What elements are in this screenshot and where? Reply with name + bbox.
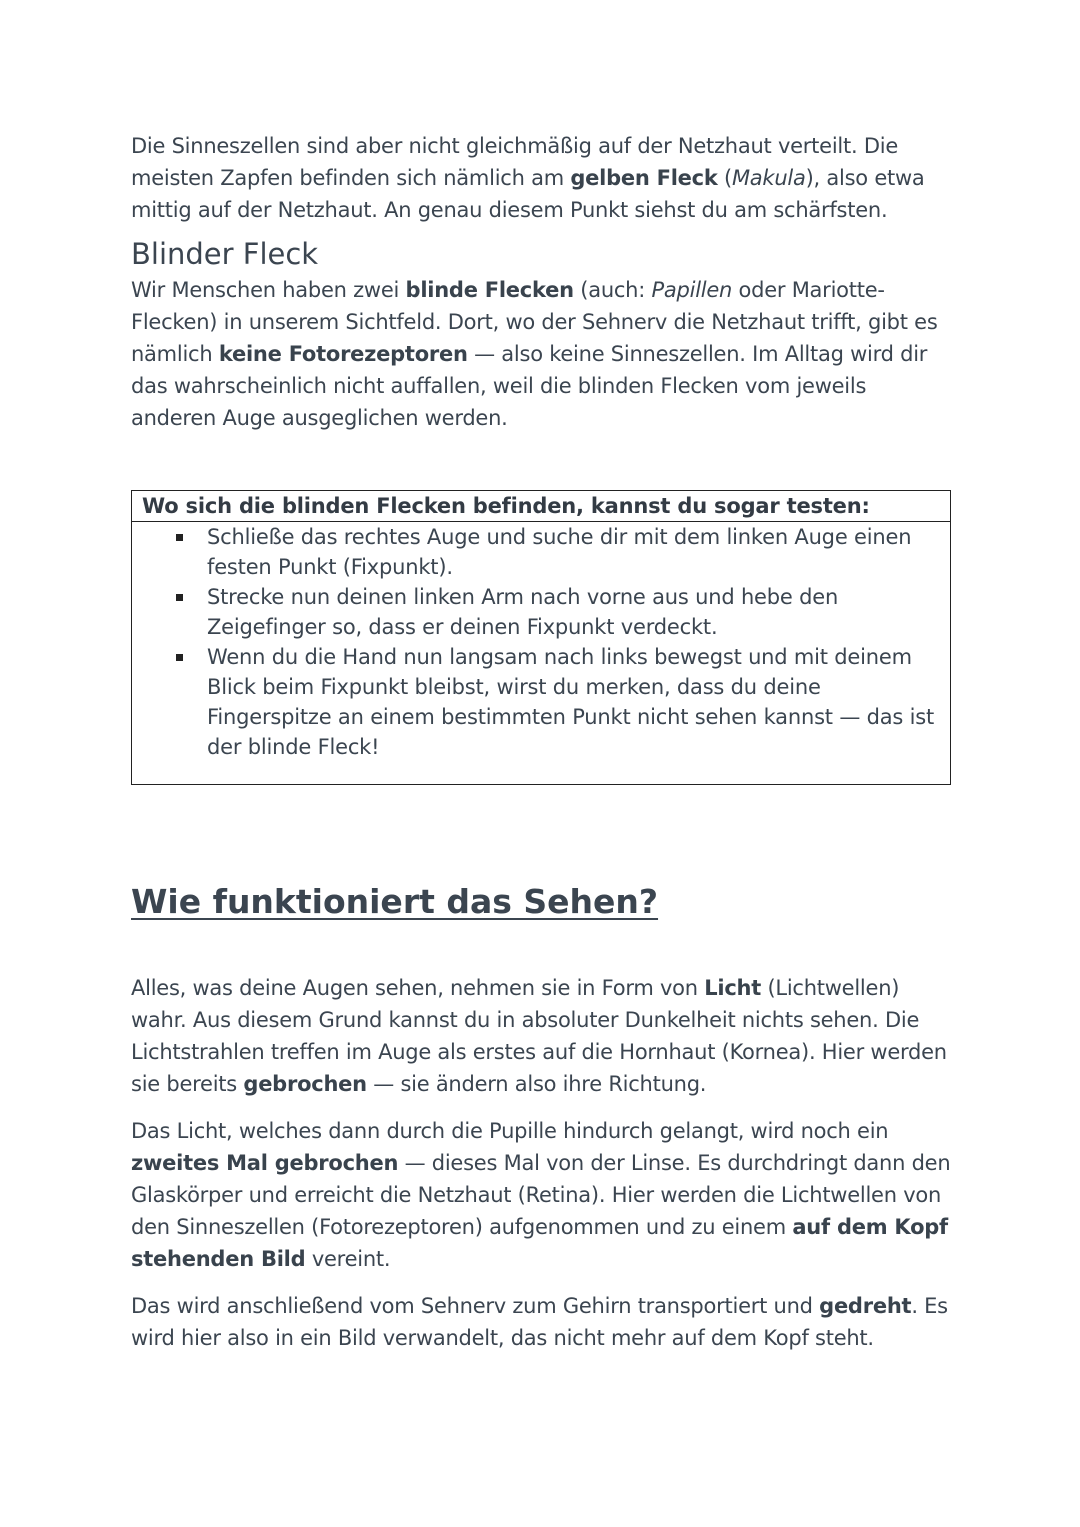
term-makula: Makula (731, 166, 806, 190)
seeing-section (131, 972, 951, 1354)
test-box-title: Wo sich die blinden Flecken befinden, kannst du sogar testen: (132, 491, 950, 522)
list-item: Schließe das rechtes Auge und suche dir mit dem linken Auge einen festen Punkt (Fixpunkt). (207, 522, 950, 582)
square-bullet-icon (176, 594, 183, 601)
seeing-paragraph-2: Das Licht, welches dann durch die Pupille hindurch gelangt, wird noch ein zweites Mal gebrochen — dieses Mal von der Linse. Es durchdringt dann den Glaskörper und erreicht die Netzhaut (Retina). Hier werden die Lichtwellen von den Sinneszellen (Fotorezeptoren) aufgenommen und zu einem auf dem Kopf stehenden Bild vereint. (131, 1119, 951, 1271)
intro-paragraph: Die Sinneszellen sind aber nicht gleichmäßig auf der Netzhaut verteilt. Die meisten Zapfen befinden sich nämlich am gelben Fleck (Makula), also etwa mittig auf der Netzhaut. An genau diesem Punkt siehst du am schärfsten. (131, 134, 925, 222)
seeing-paragraph-1: Alles, was deine Augen sehen, nehmen sie in Form von Licht (Lichtwellen) wahr. Aus diesem Grund kannst du in absoluter Dunkelheit nichts sehen. Die Lichtstrahlen treffen im Auge als erstes auf die Hornhaut (Kornea). Hier werden sie bereits gebrochen — sie ändern also ihre Richtung. (131, 976, 947, 1096)
document-page (131, 130, 951, 1369)
seeing-paragraph-3: Das wird anschließend vom Sehnerv zum Gehirn transportiert und gedreht. Es wird hier also in ein Bild verwandelt, das nicht mehr auf dem Kopf steht. (131, 1294, 948, 1350)
list-item: Strecke nun deinen linken Arm nach vorne aus und hebe den Zeigefinger so, dass er deinen Fixpunkt verdeckt. (207, 582, 950, 642)
square-bullet-icon (176, 534, 183, 541)
square-bullet-icon (176, 654, 183, 661)
list-item: Wenn du die Hand nun langsam nach links bewegst und mit deinem Blick beim Fixpunkt bleibst, wirst du merken, dass du deine Fingerspitze an einem bestimmten Punkt nicht sehen kannst — das ist der blinde Fleck! (207, 642, 950, 762)
blind-spot-paragraph: Wir Menschen haben zwei blinde Flecken (auch: Papillen oder Mariotte-Flecken) in unserem Sichtfeld. Dort, wo der Sehnerv die Netzhaut trifft, gibt es nämlich keine Fotorezeptoren — also keine Sinneszellen. Im Alltag wird dir das wahrscheinlich nicht auffallen, weil die blinden Flecken vom jeweils anderen Auge ausgeglichen werden. (131, 278, 938, 430)
test-instructions-box (131, 490, 951, 785)
heading-blinder-fleck: Blinder Fleck (131, 237, 319, 271)
test-steps-list (132, 522, 950, 762)
term-gelber-fleck: gelben Fleck (570, 166, 718, 190)
heading-wie-funktioniert-das-sehen: Wie funktioniert das Sehen? (131, 882, 659, 921)
